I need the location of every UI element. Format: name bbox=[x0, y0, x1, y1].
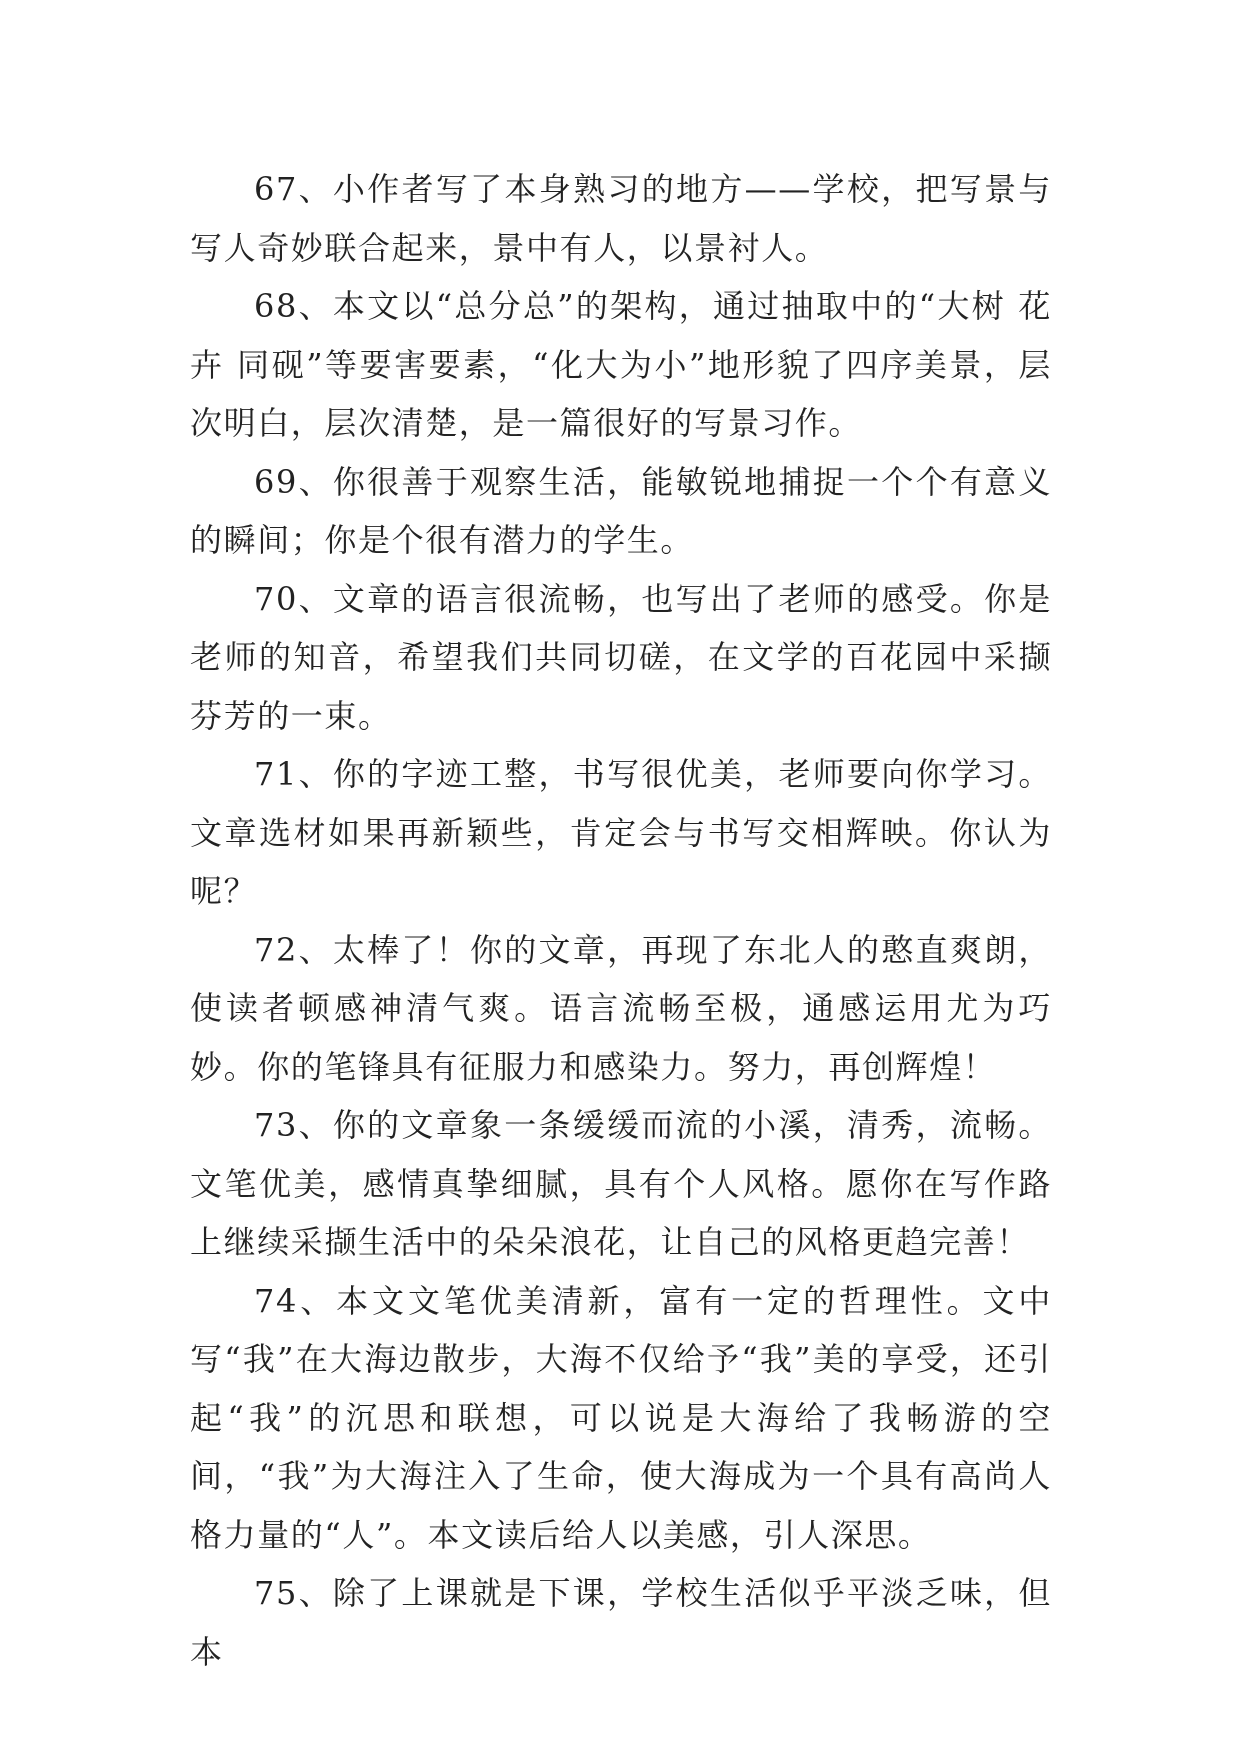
comment-paragraph-70: 70、文章的语言很流畅，也写出了老师的感受。你是老师的知音，希望我们共同切磋，在文学的百花园中采撷芬芳的一束。 bbox=[190, 579, 1052, 735]
comment-paragraph-74: 74、本文文笔优美清新，富有一定的哲理性。文中写“我”在大海边散步，大海不仅给予“我”美的享受，还引起“我”的沉思和联想，可以说是大海给了我畅游的空间，“我”为大海注入了生命，使大海成为一个具有高尚人格力量的“人”。本文读后给人以美感，引人深思。 bbox=[190, 1281, 1052, 1554]
comment-paragraph-71: 71、你的字迹工整，书写很优美，老师要向你学习。文章选材如果再新颖些，肯定会与书写交相辉映。你认为呢？ bbox=[190, 755, 1052, 910]
comment-paragraph-68: 68、本文以“总分总”的架构，通过抽取中的“大树 花卉 同砚”等要害要素，“化大为小”地形貌了四序美景，层次明白，层次清楚，是一篇很好的写景习作。 bbox=[190, 287, 1052, 442]
comment-paragraph-73: 73、你的文章象一条缓缓而流的小溪，清秀，流畅。文笔优美，感情真挚细腻，具有个人风格。愿你在写作路上继续采撷生活中的朵朵浪花，让自己的风格更趋完善！ bbox=[190, 1106, 1052, 1261]
comment-paragraph-69: 69、你很善于观察生活，能敏锐地捕捉一个个有意义的瞬间；你是个很有潜力的学生。 bbox=[190, 462, 1052, 559]
comment-paragraph-75: 75、除了上课就是下课，学校生活似乎平淡乏味，但本 bbox=[190, 1574, 1052, 1671]
comment-paragraph-67: 67、小作者写了本身熟习的地方——学校，把写景与写人奇妙联合起来，景中有人，以景衬人。 bbox=[190, 170, 1052, 267]
comment-paragraph-72: 72、太棒了！你的文章，再现了东北人的憨直爽朗，使读者顿感神清气爽。语言流畅至极，通感运用尤为巧妙。你的笔锋具有征服力和感染力。努力，再创辉煌！ bbox=[190, 930, 1052, 1086]
document-body bbox=[190, 160, 1052, 1681]
